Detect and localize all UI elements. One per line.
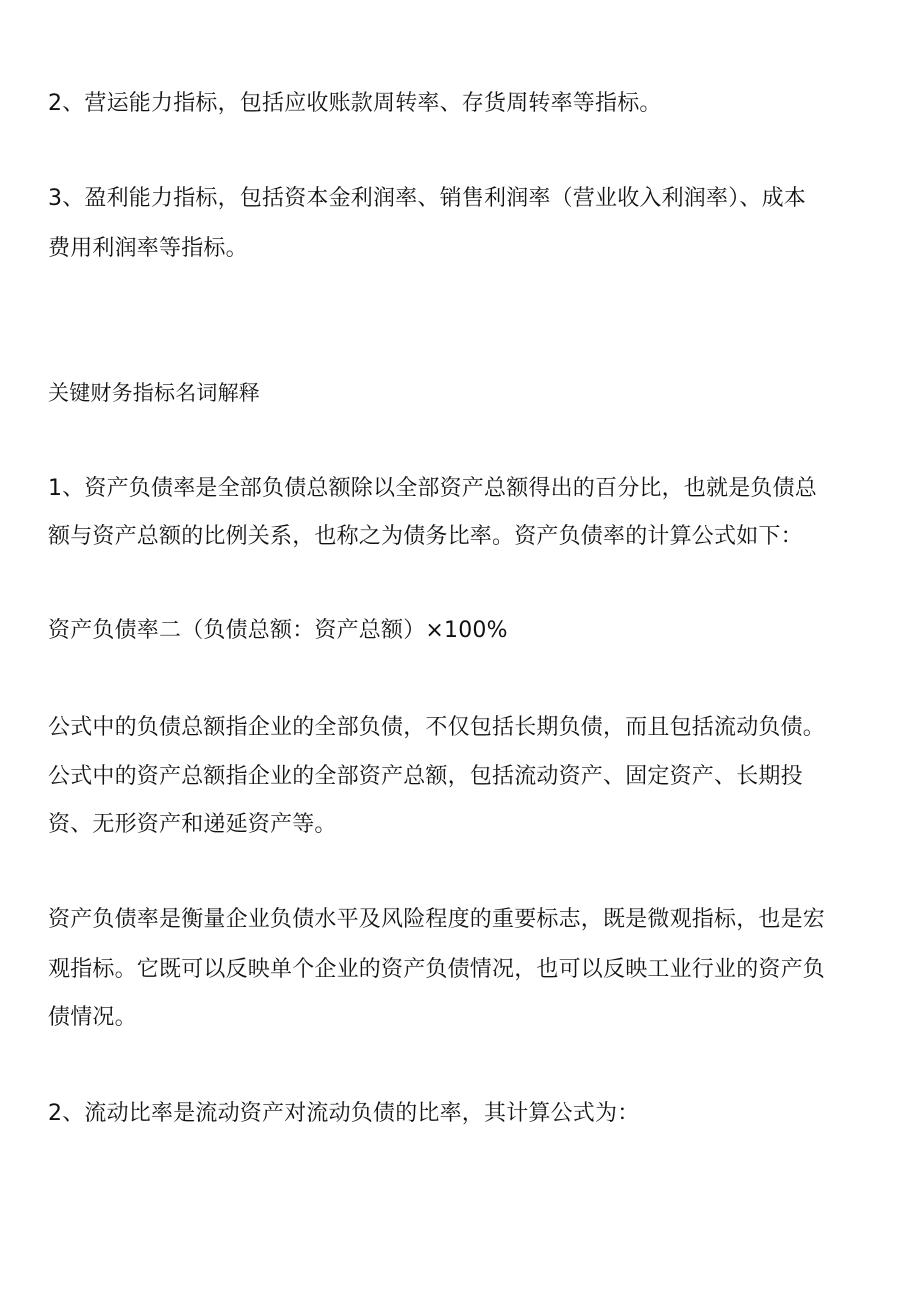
profitability-item-line-2: 费用利润率等指标。 bbox=[48, 236, 248, 261]
formula-explanation-line-2: 公式中的资产总额指企业的全部资产总额，包括流动资产、固定资产、长期投 bbox=[48, 764, 803, 789]
debt-ratio-significance-line-2: 观指标。它既可以反映单个企业的资产负债情况，也可以反映工业行业的资产负 bbox=[48, 957, 826, 982]
current-ratio-item: 2、流动比率是流动资产对流动负债的比率，其计算公式为： bbox=[48, 1101, 640, 1126]
debt-ratio-significance-line-1: 资产负债率是衡量企业负债水平及风险程度的重要标志，既是微观指标，也是宏 bbox=[48, 907, 826, 932]
formula-explanation-line-3: 资、无形资产和递延资产等。 bbox=[48, 812, 337, 837]
operating-capacity-item: 2、营运能力指标，包括应收账款周转率、存货周转率等指标。 bbox=[48, 91, 662, 116]
profitability-item-line-1: 3、盈利能力指标，包括资本金利润率、销售利润率（营业收入利润率）、成本 bbox=[48, 186, 806, 211]
debt-ratio-definition-line-1: 1、资产负债率是全部负债总额除以全部资产总额得出的百分比，也就是负债总 bbox=[48, 476, 817, 501]
formula-explanation-line-1: 公式中的负债总额指企业的全部负债，不仅包括长期负债，而且包括流动负债。 bbox=[48, 715, 826, 740]
section-heading: 关键财务指标名词解释 bbox=[48, 381, 260, 405]
debt-ratio-definition-line-2: 额与资产总额的比例关系，也称之为债务比率。资产负债率的计算公式如下： bbox=[48, 524, 803, 549]
debt-ratio-formula: 资产负债率二（负债总额：资产总额）×100% bbox=[48, 618, 508, 643]
debt-ratio-significance-line-3: 债情况。 bbox=[48, 1005, 137, 1030]
